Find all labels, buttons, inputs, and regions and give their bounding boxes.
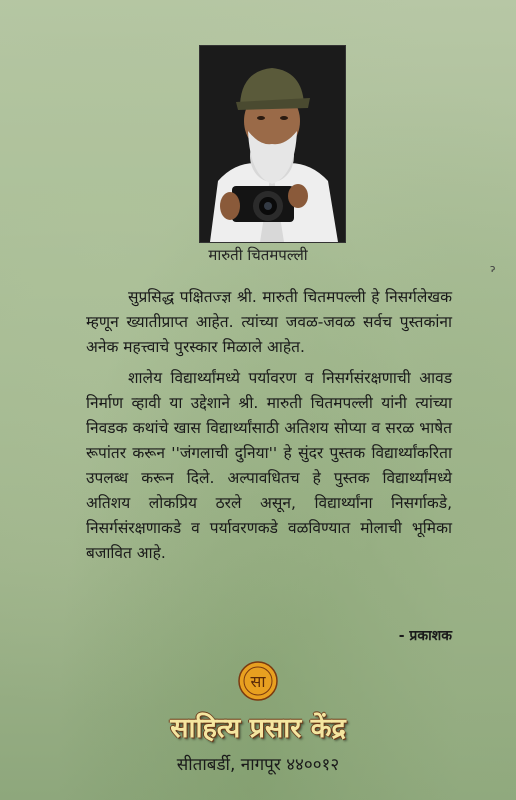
author-portrait-image <box>200 46 345 242</box>
publisher-name: साहित्य प्रसार केंद्र <box>170 713 346 744</box>
publisher-address: सीताबर्डी, नागपूर ४४००१२ <box>176 755 340 775</box>
publisher-logo-icon <box>238 661 278 701</box>
page-mark: ɂ <box>490 262 496 275</box>
blurb-text <box>86 285 452 572</box>
publisher-signature: - प्रकाशक <box>398 628 452 644</box>
paragraph-1: सुप्रसिद्ध पक्षितज्ज्ञ श्री. मारुती चितमपल्ली हे निसर्गलेखक म्हणून ख्यातीप्राप्त आहेत. त्यांच्या जवळ-जवळ सर्वच पुस्तकांना अनेक महत्त्वाचे पुरस्कार मिळाले आहेत. <box>86 288 452 356</box>
paragraph-2: शालेय विद्यार्थ्यांमध्ये पर्यावरण व निसर्गसंरक्षणाची आवड निर्माण व्हावी या उद्देशाने श्री. मारुती चितमपल्ली यांनी त्यांच्या निवडक कथांचे खास विद्यार्थ्यांसाठी अतिशय सोप्या व सरळ भाषेत रूपांतर करून ''जंगलाची दुनिया'' हे सुंदर पुस्तक विद्यार्थ्यांकरिता उपलब्ध करून दिले. अल्पावधितच हे पुस्तक विद्यार्थ्यांमध्ये अतिशय लोकप्रिय ठरले असून, विद्यार्थ्यांना निसर्गाकडे, निसर्गसंरक्षणाकडे व पर्यावरणकडे वळविण्यात मोलाची भूमिका बजावित आहे. <box>86 369 452 562</box>
logo-letter: सा <box>250 672 266 691</box>
author-photo <box>199 45 346 243</box>
photo-caption: मारुती चितमपल्ली <box>208 246 308 264</box>
